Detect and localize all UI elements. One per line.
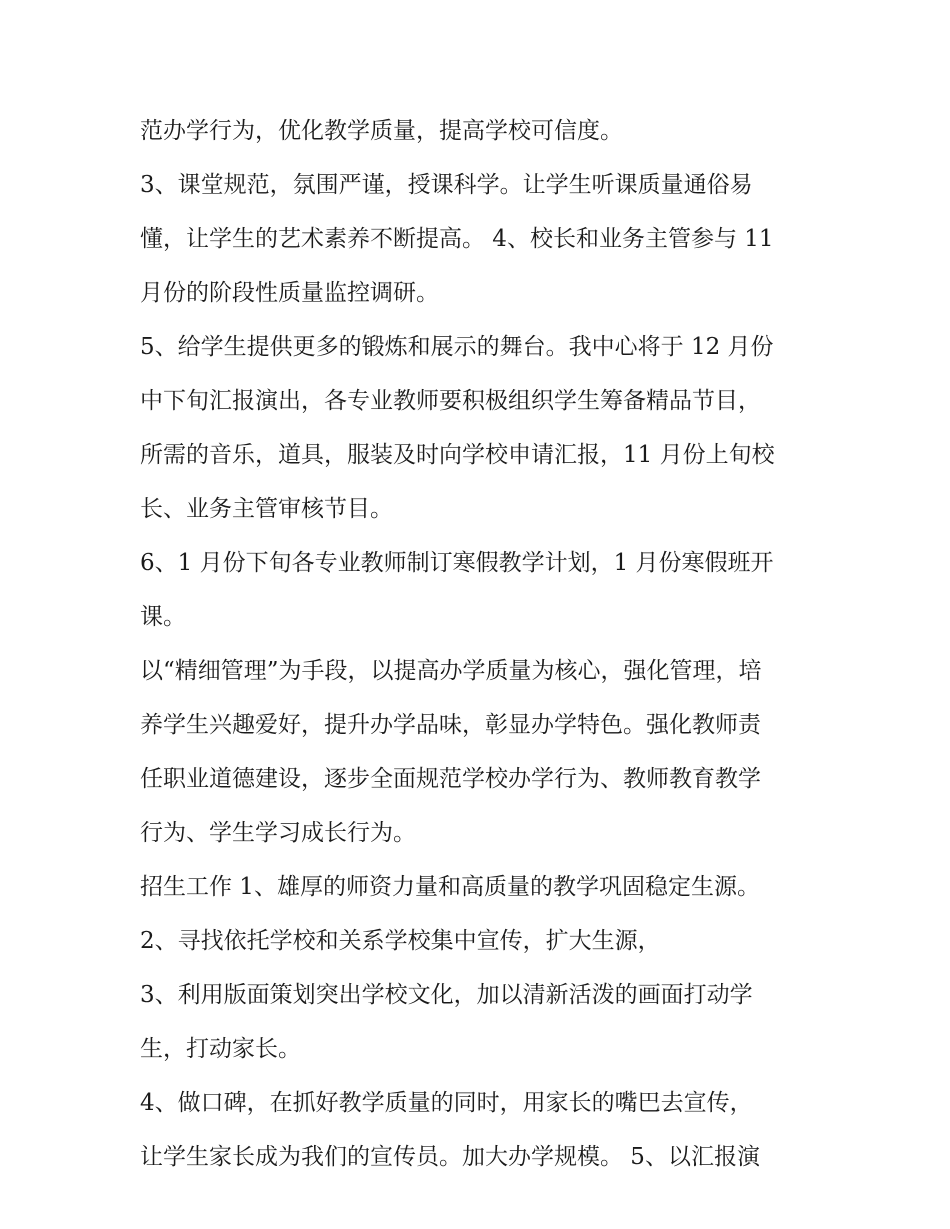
text-line: 2、寻找依托学校和关系学校集中宣传，扩大生源，: [140, 928, 661, 954]
text-line: 生，打动家长。: [140, 1036, 301, 1062]
text-line: 3、课堂规范，氛围严谨，授课科学。让学生听课质量通俗易: [140, 172, 753, 198]
text-line: 懂，让学生的艺术素养不断提高。 4、校长和业务主管参与 11: [140, 226, 774, 252]
text-line: 所需的音乐，道具，服装及时向学校申请汇报，11 月份上旬校: [140, 442, 775, 468]
text-line: 5、给学生提供更多的锻炼和展示的舞台。我中心将于 12 月份: [140, 334, 774, 360]
text-line: 范办学行为，优化教学质量，提高学校可信度。: [140, 118, 623, 144]
text-line: 行为、学生学习成长行为。: [140, 820, 416, 846]
text-line: 以“精细管理”为手段，以提高办学质量为核心，强化管理，培: [140, 658, 762, 684]
text-line: 6、1 月份下旬各专业教师制订寒假教学计划，1 月份寒假班开: [140, 550, 774, 576]
text-line: 让学生家长成为我们的宣传员。加大办学规模。 5、以汇报演: [140, 1144, 760, 1170]
text-line: 养学生兴趣爱好，提升办学品味，彰显办学特色。强化教师责: [140, 712, 761, 738]
text-line: 月份的阶段性质量监控调研。: [140, 280, 439, 306]
text-line: 任职业道德建设，逐步全面规范学校办学行为、教师教育教学: [140, 766, 761, 792]
text-line: 中下旬汇报演出，各专业教师要积极组织学生筹备精品节目，: [140, 388, 761, 414]
body-text: [140, 104, 820, 1184]
text-line: 课。: [140, 604, 186, 630]
text-line: 长、业务主管审核节目。: [140, 496, 393, 522]
text-line: 招生工作 1、雄厚的师资力量和高质量的教学巩固稳定生源。: [140, 874, 760, 900]
text-line: 4、做口碑，在抓好教学质量的同时，用家长的嘴巴去宣传，: [140, 1090, 753, 1116]
text-line: 3、利用版面策划突出学校文化，加以清新活泼的画面打动学: [140, 982, 753, 1008]
